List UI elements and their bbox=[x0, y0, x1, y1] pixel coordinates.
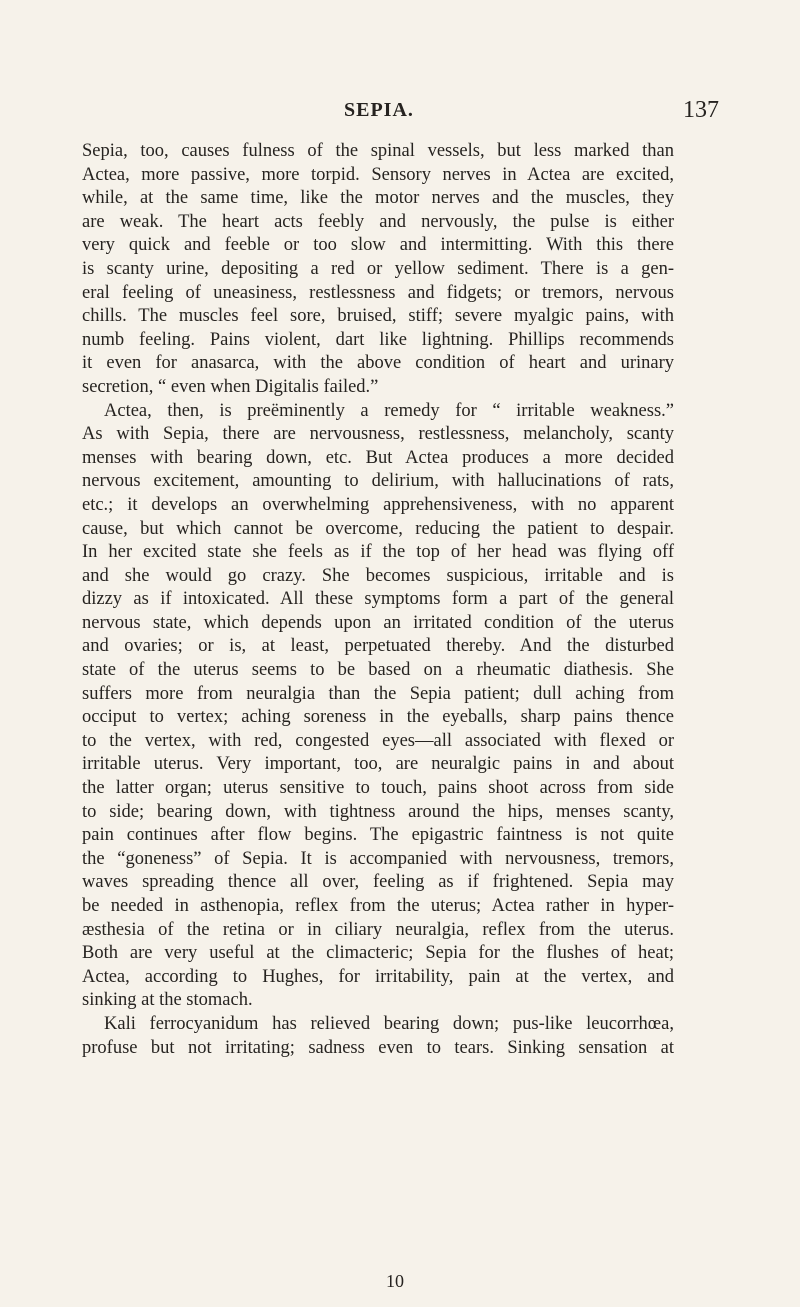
text-line: etc.; it develops an overwhelming apprehensiveness, with no apparent bbox=[82, 494, 674, 515]
text-line: very quick and feeble or too slow and intermitting. With this there bbox=[82, 235, 674, 256]
text-line: In her excited state she feels as if the top of her head was flying off bbox=[82, 542, 674, 563]
text-line: the latter organ; uterus sensitive to touch, pains shoot across from side bbox=[82, 778, 674, 799]
running-title: SEPIA. bbox=[344, 99, 414, 121]
text-line: Actea, more passive, more torpid. Sensory nerves in Actea are excited, bbox=[82, 164, 674, 185]
text-line: æsthesia of the retina or in ciliary neuralgia, reflex from the uterus. bbox=[82, 919, 674, 940]
text-line: suffers more from neuralgia than the Sepia patient; dull aching from bbox=[82, 683, 674, 704]
text-line: is scanty urine, depositing a red or yellow sediment. There is a gen- bbox=[82, 258, 674, 279]
text-line: are weak. The heart acts feebly and nervously, the pulse is either bbox=[82, 211, 674, 232]
text-line: nervous excitement, amounting to delirium, with hallucinations of rats, bbox=[82, 471, 674, 492]
text-line: Kali ferrocyanidum has relieved bearing down; pus-like leucorrhœa, bbox=[104, 1013, 674, 1034]
text-line: As with Sepia, there are nervousness, restlessness, melancholy, scanty bbox=[82, 424, 674, 445]
text-line: and she would go crazy. She becomes suspicious, irritable and is bbox=[82, 565, 674, 586]
text-line: the “goneness” of Sepia. It is accompanied with nervousness, tremors, bbox=[82, 848, 674, 869]
running-head bbox=[344, 97, 719, 123]
text-line: it even for anasarca, with the above condition of heart and urinary bbox=[82, 353, 674, 374]
text-line: secretion, “ even when Digitalis failed.” bbox=[82, 376, 379, 397]
signature-mark: 10 bbox=[386, 1271, 404, 1291]
text-line: to side; bearing down, with tightness around the hips, menses scanty, bbox=[82, 801, 674, 822]
text-line: eral feeling of uneasiness, restlessness and fidgets; or tremors, nervous bbox=[82, 282, 674, 303]
text-line: nervous state, which depends upon an irritated condition of the uterus bbox=[82, 612, 674, 633]
text-line: pain continues after flow begins. The epigastric faintness is not quite bbox=[82, 825, 674, 846]
text-line: profuse but not irritating; sadness even to tears. Sinking sensation at bbox=[82, 1037, 674, 1058]
text-line: Actea, then, is preëminently a remedy for “ irritable weakness.” bbox=[104, 400, 674, 421]
text-line: menses with bearing down, etc. But Actea produces a more decided bbox=[82, 447, 674, 468]
text-line: waves spreading thence all over, feeling as if frightened. Sepia may bbox=[82, 872, 674, 893]
text-line: Actea, according to Hughes, for irritability, pain at the vertex, and bbox=[82, 966, 674, 987]
text-line: while, at the same time, like the motor nerves and the muscles, they bbox=[82, 188, 674, 209]
text-line: state of the uterus seems to be based on a rheumatic diathesis. She bbox=[82, 660, 674, 681]
text-line: Sepia, too, causes fulness of the spinal vessels, but less marked than bbox=[82, 141, 674, 161]
page-number: 137 bbox=[683, 97, 719, 123]
text-line: occiput to vertex; aching soreness in the eyeballs, sharp pains thence bbox=[82, 707, 674, 728]
text-line: dizzy as if intoxicated. All these symptoms form a part of the general bbox=[82, 589, 674, 610]
text-line: Both are very useful at the climacteric; Sepia for the flushes of heat; bbox=[82, 943, 674, 964]
text-line: sinking at the stomach. bbox=[82, 990, 253, 1011]
text-line: numb feeling. Pains violent, dart like lightning. Phillips recommends bbox=[82, 329, 674, 350]
text-line: be needed in asthenopia, reflex from the uterus; Actea rather in hyper- bbox=[82, 896, 674, 916]
text-line: cause, but which cannot be overcome, reducing the patient to despair. bbox=[82, 518, 674, 539]
text-line: irritable uterus. Very important, too, are neuralgic pains in and about bbox=[82, 754, 674, 775]
text-line: chills. The muscles feel sore, bruised, stiff; severe myalgic pains, with bbox=[82, 306, 674, 327]
body-text bbox=[82, 140, 674, 1060]
text-line: to the vertex, with red, congested eyes—all associated with flexed or bbox=[82, 730, 674, 751]
text-line: and ovaries; or is, at least, perpetuated thereby. And the disturbed bbox=[82, 636, 674, 657]
